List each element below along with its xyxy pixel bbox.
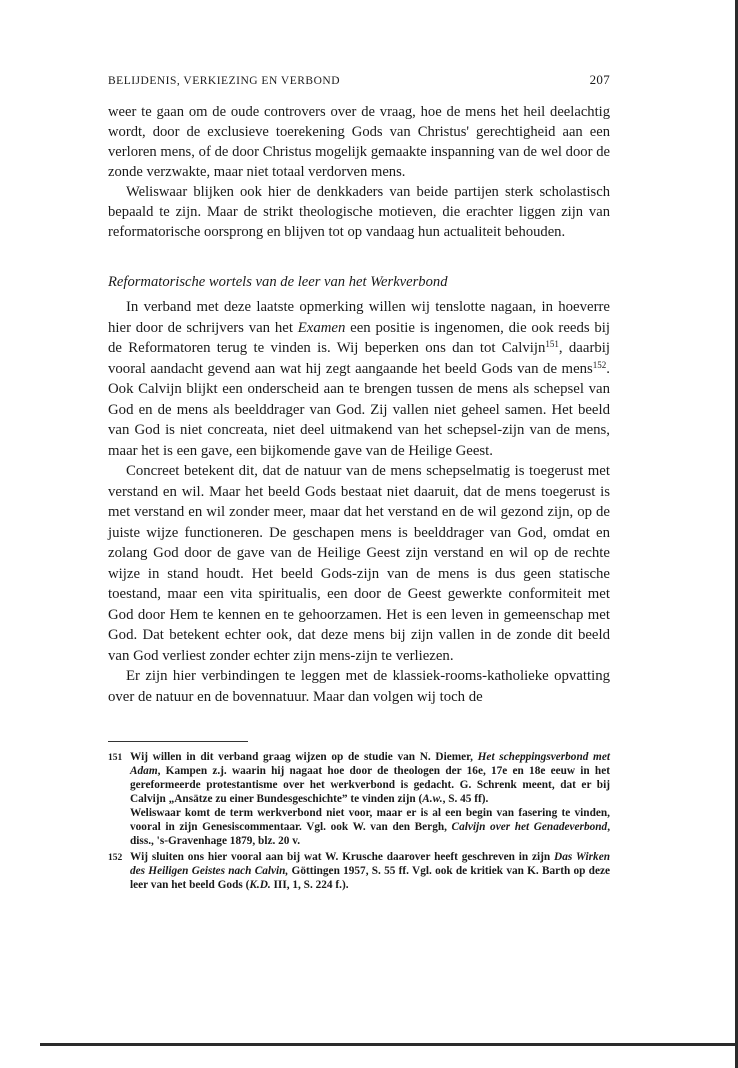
footnote-151: 151 Wij willen in dit verband graag wijzen op de studie van N. Diemer, Het scheppingsverbond met Adam, Kampen z.j. waarin hij nagaat hoe door de theologen der 16e, 17e en 18e eeuw in het gereformeerde protestantisme over het werkverbond is gedacht. G. Schrenk meent, dat er bij Calvijn „Ansätze zu einer Bundesgeschichte” te vinden zijn (A.w., S. 45 ff). Weliswaar komt de term werkverbond niet voor, maar er is al een begin van fasering te vinden, vooral in zijn Genesiscommentaar. Vgl. ook W. van den Bergh, Calvijn over het Genadeverbond, diss., 's-Gravenhage 1879, blz. 20 v.: [108, 751, 611, 847]
page-number: 207: [589, 72, 610, 87]
footnote-number: 152: [108, 853, 123, 863]
footnote-ref-151: 151: [545, 339, 559, 349]
running-title: BELIJDENIS, VERKIEZING EN VERBOND: [108, 75, 341, 87]
section-paragraph-1: In verband met deze laatste opmerking willen wij tenslotte nagaan, in hoeverre hier door de schrijvers van het Examen een positie is ingenomen, die ook reeds bij de Reformatoren terug te vinden is. Wij beperken ons dan tot Calvijn$^{151}$, daarbij vooral aandacht gevend aan wat hij zegt aangaande het beeld Gods van de mens$^{152}$. Ook Calvijn blijkt een onderscheid aan te brengen tussen de mens als schepsel van God en de mens als beelddrager van God. Zij vallen niet geheel samen. Het beeld van God is niet concreata, niet deel uitmakend van het schepsel-zijn van de mens, maar het is een gave, een bijkomende gave van de Heilige Geest.: [108, 299, 611, 459]
paragraph-2: Weliswaar blijken ook hier de denkkaders van beide partijen sterk scholastisch bepaald te zijn. Maar de strikt theologische motieven, die erachter liggen zijn van reformatorische oorsprong en blijven tot op vandaag hun actualiteit behouden.: [108, 184, 610, 240]
section-paragraph-3: Er zijn hier verbindingen te leggen met de klassiek-rooms-katholieke opvatting over de natuur en de bovennatuur. Maar dan volgen wij toch de: [108, 668, 610, 705]
footnote-ref-152: 152: [592, 359, 607, 370]
footnote-rule: [108, 741, 248, 742]
footnote-number: 151: [108, 753, 123, 763]
footnote-152: 152 Wij sluiten ons hier vooral aan bij wat W. Krusche daarover heeft geschreven in zijn Das Wirken des Heiligen Geistes nach Calvin, Göttingen 1957, S. 55 ff. Vgl. ook de kritiek van K. Barth op deze leer van het beeld Gods (K.D. III, 1, S. 224 f.).: [108, 851, 610, 891]
section-heading: Reformatorische wortels van de leer van het Werkverbond: [108, 274, 448, 290]
running-header: [108, 72, 610, 88]
paragraph-1: weer te gaan om de oude controvers over de vraag, hoe de mens het heil deelachtig wordt, door de exclusieve toerekening Gods van Christus' gerechtigheid aan een verloren mens, of de door Christus mogelijk gemaakte inspanning van de wel door de zonde verzwakte, maar niet totaal verdorven mens.: [108, 104, 610, 180]
page-edge-bottom: [40, 1043, 738, 1046]
section-paragraph-2: Concreet betekent dit, dat de natuur van de mens schepselmatig is toegerust met verstand en wil. Maar het beeld Gods bestaat niet daaruit, dat de mens toegerust is met verstand en wil zonder meer, maar dat het verstand en de wil gezond zijn, op de juiste wijze functioneren. De geschapen mens is beelddrager van God, omdat en zolang God door de gave van de Heilige Geest zijn verstand en wil op de rechte wijze in stand houdt. Het beeld Gods-zijn van de mens is dus geen statische toestand, maar een vita spiritualis, een door de Geest gewerkte conformiteit met God door Hem te kennen en te gehoorzamen. Het is een leven in gemeenschap met God. Dat betekent echter ook, dat deze mens bij zijn vallen in de zonde dit beeld van God verliest zonder echter zijn mens-zijn te verliezen.: [108, 463, 610, 664]
book-page: [108, 72, 610, 894]
